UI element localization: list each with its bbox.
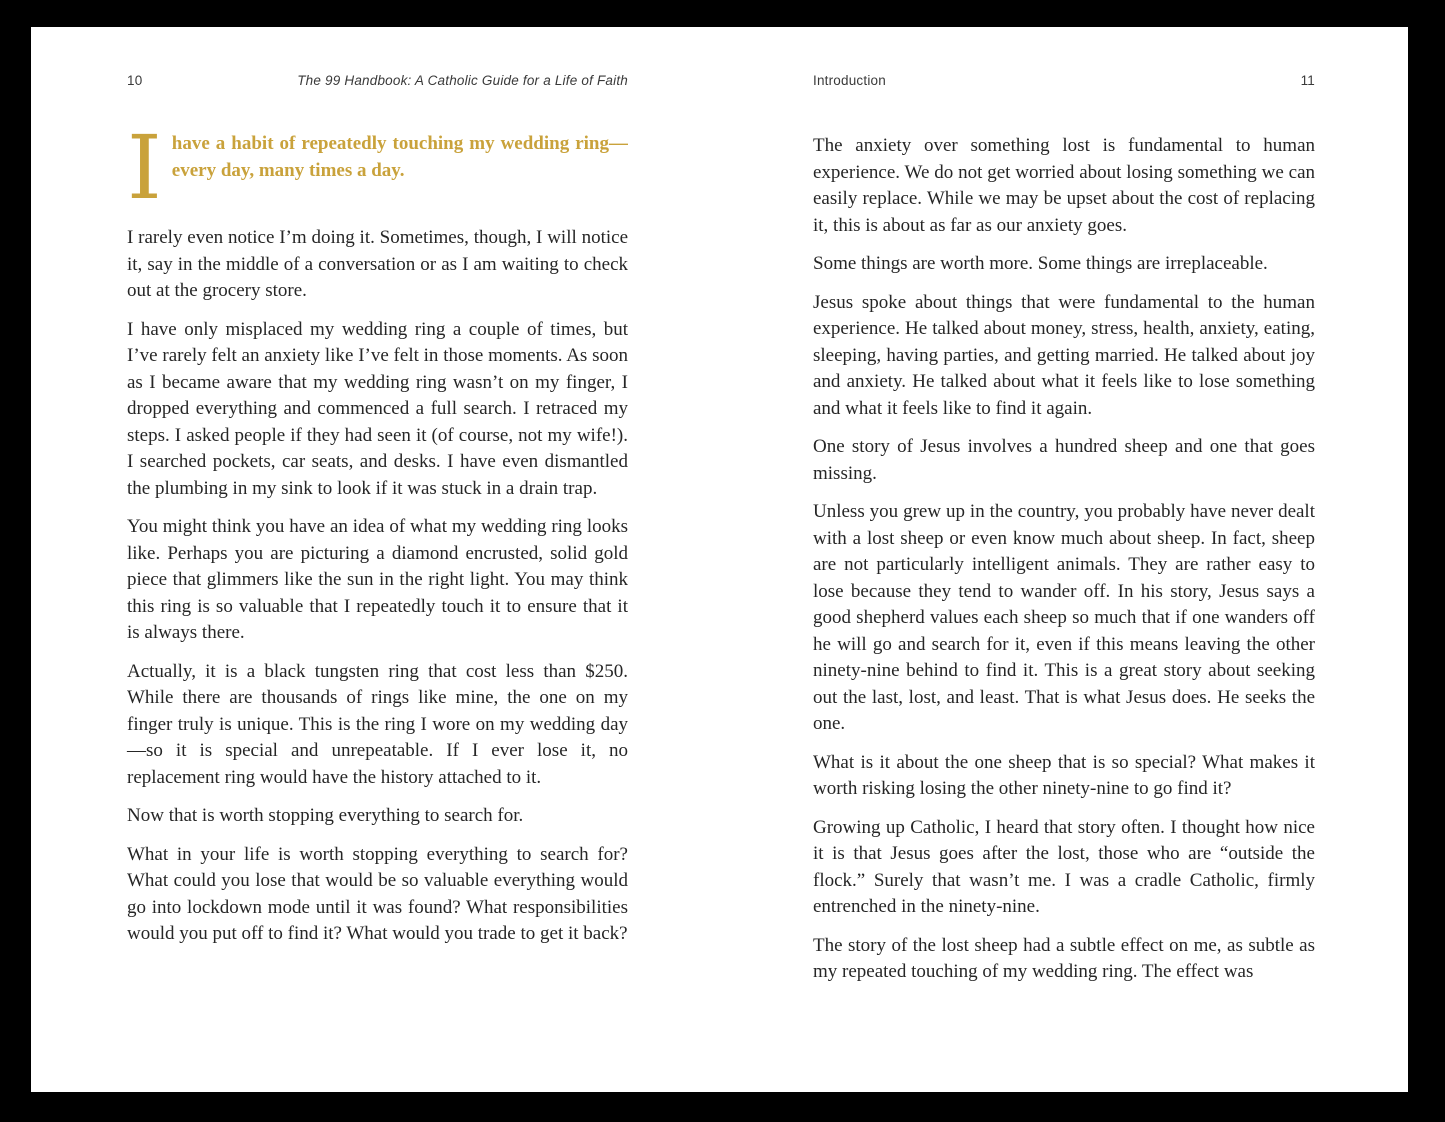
paragraph: You might think you have an idea of what my wedding ring looks like. Perhaps you are picturing a diamond encrusted, solid gold piece that glimmers like the sun in the right light. You may think this ring is so valuable that I repeatedly touch it to ensure that it is always there. — [127, 516, 628, 643]
chapter-opening — [127, 131, 628, 203]
paragraph: What is it about the one sheep that is so special? What makes it worth risking losing the other ninety-nine to go find it? — [813, 751, 1315, 799]
paragraph: Jesus spoke about things that were fundamental to the human experience. He talked about money, stress, health, anxiety, eating, sleeping, having parties, and getting married. He talked about joy and anxiety. He talked about what it feels like to lose something and what it feels like to find it again. — [813, 291, 1315, 419]
right-page-content — [813, 133, 1315, 986]
paragraph: I rarely even notice I’m doing it. Sometimes, though, I will notice it, say in the middle of a conversation or as I am waiting to check out at the grocery store. — [127, 227, 628, 301]
chapter-running-head: Introduction — [813, 73, 886, 88]
opening-text — [127, 131, 628, 184]
right-page — [719, 27, 1408, 1092]
paragraph: What in your life is worth stopping everything to search for? What could you lose that would be so valuable everything would go into lockdown mode until it was found? What responsibilities would you put off to find it? What would you trade to get it back? — [127, 843, 628, 944]
book-spread — [31, 27, 1408, 1092]
opening-line-1: have a habit of repeatedly touching my wedding ring— — [171, 133, 628, 154]
left-page — [31, 27, 719, 1092]
paragraph: Actually, it is a black tungsten ring that cost less than $250. While there are thousands of rings like mine, the one on my finger truly is unique. This is the ring I wore on my wedding day—so it is special and unrepeatable. If I ever lose it, no replacement ring would have the history attached to it. — [127, 660, 628, 788]
paragraph: Some things are worth more. Some things are irreplaceable. — [813, 253, 1268, 274]
left-running-header — [127, 73, 628, 91]
book-title-running-head: The 99 Handbook: A Catholic Guide for a Life of Faith — [297, 73, 628, 88]
paragraph: Unless you grew up in the country, you probably have never dealt with a lost sheep or even know much about sheep. In fact, sheep are not particularly intelligent animals. They are rather easy to lose because they tend to wander off. In his story, Jesus says a good shepherd values each sheep so much that if one wanders off he will go and search for it, even if this means leaving the other ninety-nine behind to find it. This is a great story about seeking out the last, lost, and least. That is what Jesus does. He seeks the one. — [813, 501, 1315, 734]
paragraph: I have only misplaced my wedding ring a couple of times, but I’ve rarely felt an anxiety like I’ve felt in those moments. As soon as I became aware that my wedding ring wasn’t on my finger, I dropped everything and commenced a full search. I retraced my steps. I asked people if they had seen it (of course, not my wife!). I searched pockets, car seats, and desks. I have even dismantled the plumbing in my sink to look if it was stuck in a drain trap. — [127, 318, 628, 499]
paragraph: One story of Jesus involves a hundred sheep and one that goes missing. — [813, 436, 1315, 484]
paragraph: Now that is worth stopping everything to search for. — [127, 805, 524, 826]
drop-cap: I — [127, 131, 162, 203]
right-running-header — [813, 73, 1315, 91]
right-page-number: 11 — [1300, 73, 1315, 88]
opening-line-2: every day, many times a day. — [171, 159, 405, 181]
paragraph: Growing up Catholic, I heard that story often. I thought how nice it is that Jesus goes after the lost, those who are “outside the flock.” Surely that wasn’t me. I was a cradle Catholic, firmly entrenched in the ninety-nine. — [813, 816, 1315, 917]
left-page-number: 10 — [127, 73, 143, 88]
paragraph: The anxiety over something lost is fundamental to human experience. We do not get worried about losing something we can easily replace. While we may be upset about the cost of replacing it, this is about as far as our anxiety goes. — [813, 135, 1315, 236]
paragraph: The story of the lost sheep had a subtle effect on me, as subtle as my repeated touching of my wedding ring. The effect was — [813, 934, 1315, 982]
